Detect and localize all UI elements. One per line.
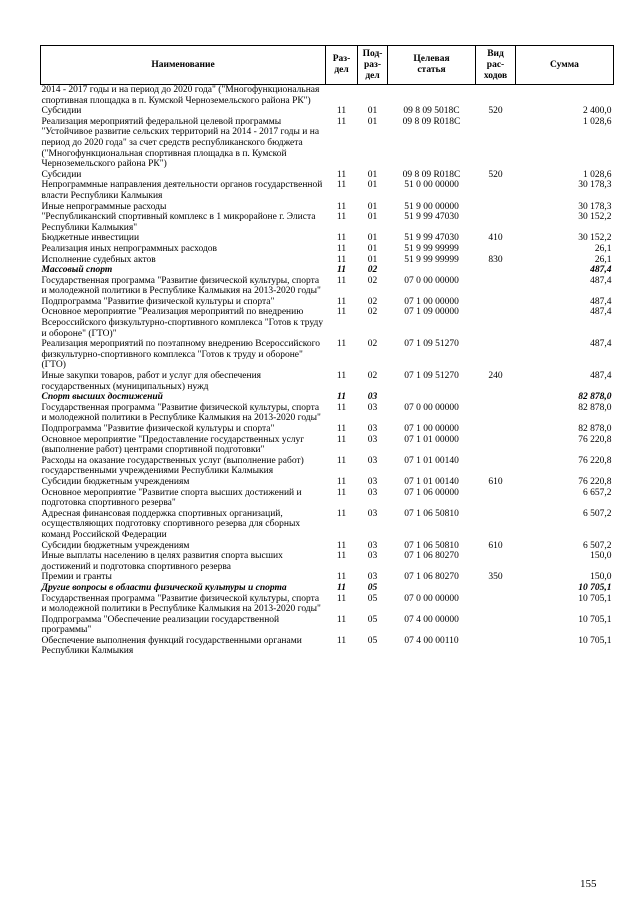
cell-podrazdel: 01: [367, 212, 378, 223]
cell-podrazdel: 02: [367, 339, 378, 350]
cell-razdel: 11: [336, 476, 347, 487]
cell-podrazdel: 01: [367, 180, 378, 191]
table-row: [41, 212, 614, 233]
cell-vid-rashodov: [476, 180, 516, 201]
cell-podrazdel: 02: [367, 307, 378, 318]
cell-celevaya-statya: 07 1 01 00140: [404, 476, 459, 487]
table-row: [41, 202, 614, 213]
cell-name: Спорт высших достижений: [41, 392, 163, 403]
cell-podrazdel: [358, 85, 388, 107]
header-podrazdel: Под- раз- дел: [358, 46, 388, 85]
cell-podrazdel: 05: [367, 635, 378, 646]
cell-name: Массовый спорт: [41, 265, 113, 276]
cell-vid-rashodov: [476, 307, 516, 339]
cell-vid-rashodov: [476, 488, 516, 509]
cell-name: Подпрограмма "Развитие физической культуры и спорта": [41, 296, 275, 307]
table-row: [41, 477, 614, 488]
cell-vid-rashodov: [476, 594, 516, 615]
table-row: [41, 509, 614, 541]
cell-celevaya-statya: 09 8 09 R018C: [402, 169, 461, 180]
budget-table-page: [40, 45, 613, 657]
cell-summa: 10 705,1: [578, 635, 612, 646]
cell-vid-rashodov: 830: [488, 254, 503, 265]
header-vid-rashodov: Вид рас- ходов: [476, 46, 516, 85]
header-name: Наименование: [41, 46, 326, 85]
cell-vid-rashodov: 610: [488, 540, 503, 551]
cell-vid-rashodov: [476, 85, 516, 107]
cell-celevaya-statya: 07 0 00 00000: [404, 593, 459, 604]
cell-summa: 487,4: [590, 307, 612, 318]
cell-celevaya-statya: 51 9 00 00000: [404, 201, 459, 212]
cell-celevaya-statya: 07 1 00 00000: [404, 424, 459, 434]
cell-summa: 30 178,3: [578, 180, 612, 191]
cell-vid-rashodov: [476, 339, 516, 371]
cell-podrazdel: 03: [367, 402, 378, 413]
cell-podrazdel: 03: [367, 508, 378, 519]
cell-name: "Республиканский спортивный комплекс в 1 микрорайоне г. Элиста Республики Калмыкия": [41, 212, 316, 233]
cell-name: 2014 - 2017 годы и на период до 2020 года" ("Многофункциональная спортивная площадка в п. Кумской Черноземельского района РК"): [41, 85, 326, 107]
cell-podrazdel: 03: [367, 572, 378, 583]
table-row: [41, 594, 614, 615]
cell-celevaya-statya: 07 1 09 51270: [404, 339, 459, 350]
cell-name: Субсидии бюджетным учреждениям: [41, 476, 190, 487]
cell-celevaya-statya: 51 9 99 47030: [404, 233, 459, 244]
cell-razdel: 11: [336, 106, 347, 117]
cell-vid-rashodov: [476, 424, 516, 435]
cell-podrazdel: 01: [367, 254, 378, 265]
cell-podrazdel: 03: [367, 540, 378, 551]
cell-razdel: 11: [336, 243, 347, 254]
cell-razdel: 11: [336, 371, 347, 382]
table-row: [41, 170, 614, 181]
cell-celevaya-statya: 07 0 00 00000: [404, 275, 459, 286]
cell-summa: 487,4: [590, 265, 612, 276]
cell-name: Премии и гранты: [41, 572, 112, 583]
cell-vid-rashodov: [476, 583, 516, 594]
cell-name: Подпрограмма "Развитие физической культуры и спорта": [41, 424, 275, 434]
cell-vid-rashodov: 520: [488, 169, 503, 180]
cell-summa: 82 878,0: [578, 392, 612, 403]
cell-vid-rashodov: 520: [488, 106, 503, 117]
cell-celevaya-statya: 51 9 99 47030: [404, 212, 459, 223]
cell-vid-rashodov: [476, 509, 516, 541]
cell-summa: 487,4: [590, 339, 612, 350]
cell-celevaya-statya: 07 0 00 00000: [404, 402, 459, 413]
cell-summa: 487,4: [590, 371, 612, 382]
page-number: 155: [580, 878, 597, 890]
section-row: [41, 265, 614, 276]
table-row: [41, 456, 614, 477]
cell-vid-rashodov: [476, 636, 516, 657]
cell-razdel: 11: [336, 551, 347, 562]
cell-summa: 487,4: [590, 296, 612, 307]
cell-celevaya-statya: 07 1 01 00140: [404, 455, 459, 466]
cell-razdel: 11: [336, 434, 347, 445]
cell-summa: 150,0: [590, 572, 612, 583]
cell-podrazdel: 01: [367, 106, 378, 117]
cell-razdel: 11: [337, 392, 346, 403]
cell-summa: 6 657,2: [583, 487, 612, 498]
cell-razdel: 11: [336, 540, 347, 551]
cell-vid-rashodov: [476, 202, 516, 213]
cell-celevaya-statya: 07 4 00 00000: [404, 614, 459, 625]
cell-razdel: 11: [336, 180, 347, 191]
cell-podrazdel: 01: [367, 243, 378, 254]
cell-podrazdel: 01: [367, 201, 378, 212]
cell-summa: 26,1: [594, 254, 612, 265]
cell-name: Основное мероприятие "Предоставление государственных услуг (выполнение работ) центрами спортивной подготовки": [41, 434, 305, 456]
cell-summa: 1 028,6: [583, 116, 612, 127]
cell-podrazdel: 05: [367, 593, 378, 604]
table-row: [41, 371, 614, 392]
cell-podrazdel: 05: [367, 614, 378, 625]
cell-name: Реализация мероприятий федеральной целевой программы "Устойчивое развитие сельских территорий на 2014 - 2017 годы и на период до 2020 года" за счет средств республиканского бюджета ("Многофункциональная спортивная площадка в п. Кумской Черноземельского района РК"): [41, 116, 320, 170]
cell-summa: 76 220,8: [578, 434, 612, 445]
cell-celevaya-statya: 07 1 00 00000: [404, 296, 459, 307]
cell-podrazdel: 02: [367, 371, 378, 382]
table-row: [41, 233, 614, 244]
cell-razdel: 11: [336, 508, 347, 519]
cell-podrazdel: 02: [367, 296, 378, 307]
cell-vid-rashodov: 610: [488, 476, 503, 487]
header-summa: Сумма: [516, 46, 614, 85]
cell-celevaya-statya: 51 9 99 99999: [404, 254, 459, 265]
cell-vid-rashodov: [476, 212, 516, 233]
cell-celevaya-statya: 07 1 09 00000: [404, 307, 459, 318]
section-row: [41, 392, 614, 403]
table-row: [41, 307, 614, 339]
cell-celevaya-statya: 07 1 06 50810: [404, 508, 459, 519]
cell-name: Субсидии: [41, 169, 82, 180]
cell-razdel: 11: [336, 593, 347, 604]
table-row: [41, 551, 614, 572]
cell-vid-rashodov: [476, 403, 516, 424]
cell-summa: 2 400,0: [583, 106, 612, 117]
cell-name: Государственная программа "Развитие физической культуры, спорта и молодежной политики в Республике Калмыкия на 2013-2020 годы": [41, 275, 321, 297]
cell-summa: 10 705,1: [578, 614, 612, 625]
cell-razdel: 11: [336, 212, 347, 223]
cell-podrazdel: 03: [367, 487, 378, 498]
cell-summa: 6 507,2: [583, 540, 612, 551]
cell-vid-rashodov: [476, 435, 516, 456]
cell-razdel: 11: [336, 614, 347, 625]
table-body: [41, 85, 614, 658]
table-row: [41, 636, 614, 657]
cell-celevaya-statya: 07 4 00 00110: [404, 635, 459, 646]
cell-name: Государственная программа "Развитие физической культуры, спорта и молодежной политики в Республике Калмыкия на 2013-2020 годы": [41, 402, 321, 424]
section-row: [41, 583, 614, 594]
table-row: [41, 180, 614, 201]
table-row: [41, 424, 614, 435]
cell-summa: 76 220,8: [578, 476, 612, 487]
cell-vid-rashodov: [476, 392, 516, 403]
cell-summa: 26,1: [594, 243, 612, 254]
cell-summa: 30 178,3: [578, 201, 612, 212]
cell-podrazdel: 03: [367, 392, 378, 403]
cell-summa: 30 152,2: [578, 233, 612, 244]
cell-summa: 10 705,1: [578, 593, 612, 604]
cell-vid-rashodov: [476, 117, 516, 170]
cell-razdel: 11: [336, 307, 347, 318]
table-row: [41, 403, 614, 424]
table-row: [41, 615, 614, 636]
table-row: [41, 85, 614, 107]
cell-name: Адресная финансовая поддержка спортивных организаций, осуществляющих подготовку спортивного резерва для сборных команд Российской Федерации: [41, 508, 301, 540]
cell-celevaya-statya: 07 1 06 80270: [404, 551, 459, 562]
cell-podrazdel: 03: [367, 455, 378, 466]
cell-name: Иные непрограммные расходы: [41, 201, 167, 212]
cell-podrazdel: 05: [367, 582, 378, 593]
table-row: [41, 572, 614, 583]
cell-vid-rashodov: 410: [488, 233, 503, 244]
table-header: [41, 46, 614, 85]
cell-celevaya-statya: 07 1 06 00000: [404, 487, 459, 498]
cell-name: Иные выплаты населению в целях развития спорта высших достижений и подготовка спортивного резерва: [41, 551, 283, 572]
cell-razdel: 11: [336, 455, 347, 466]
cell-razdel: 11: [337, 582, 346, 593]
cell-razdel: 11: [336, 116, 347, 127]
cell-vid-rashodov: [476, 265, 516, 276]
cell-summa: 30 152,2: [578, 212, 612, 223]
table-row: [41, 488, 614, 509]
table-row: [41, 297, 614, 308]
header-razdel: Раз- дел: [326, 46, 358, 85]
cell-name: Обеспечение выполнения функций государственными органами Республики Калмыкия: [41, 635, 302, 657]
cell-razdel: 11: [336, 635, 347, 646]
cell-razdel: 11: [336, 487, 347, 498]
cell-name: Реализация иных непрограммных расходов: [41, 243, 218, 254]
cell-name: Другие вопросы в области физической культуры и спорта: [41, 582, 287, 593]
cell-name: Исполнение судебных актов: [41, 254, 156, 265]
cell-vid-rashodov: [476, 615, 516, 636]
cell-celevaya-statya: 09 8 09 5018C: [403, 106, 460, 117]
cell-podrazdel: 03: [367, 551, 378, 562]
cell-summa: 1 028,6: [583, 169, 612, 180]
cell-celevaya-statya: [388, 265, 476, 276]
cell-summa: 487,4: [590, 275, 612, 286]
table-row: [41, 541, 614, 552]
cell-razdel: 11: [336, 201, 347, 212]
cell-name: Бюджетные инвестиции: [41, 233, 140, 244]
cell-name: Основное мероприятие "Реализация мероприятий по внедрению Всероссийского физкультурно-спортивного комплекса "Готов к труду и обороне" (ГТО)": [41, 307, 324, 339]
cell-celevaya-statya: 51 9 99 99999: [404, 243, 459, 254]
cell-name: Государственная программа "Развитие физической культуры, спорта и молодежной политики в Республике Калмыкия на 2013-2020 годы": [41, 593, 321, 615]
cell-podrazdel: 01: [367, 169, 378, 180]
table-row: [41, 117, 614, 170]
cell-celevaya-statya: 07 1 06 80270: [404, 572, 459, 583]
cell-podrazdel: 03: [367, 424, 378, 434]
table-row: [41, 255, 614, 266]
cell-celevaya-statya: [388, 392, 476, 403]
cell-razdel: 11: [336, 169, 347, 180]
table-row: [41, 106, 614, 117]
cell-name: Основное мероприятие "Развитие спорта высших достижений и подготовка спортивного резерва": [41, 487, 302, 509]
cell-celevaya-statya: 51 0 00 00000: [404, 180, 459, 191]
cell-name: Иные закупки товаров, работ и услуг для обеспечения государственных (муниципальных) нужд: [41, 371, 262, 392]
cell-name: Непрограммные направления деятельности органов государственной власти Республики Калмыкия: [41, 180, 323, 201]
cell-razdel: 11: [336, 275, 347, 286]
cell-vid-rashodov: 240: [488, 371, 503, 382]
cell-name: Субсидии: [41, 106, 82, 117]
budget-table: [40, 45, 614, 657]
cell-razdel: 11: [336, 402, 347, 413]
cell-summa: 82 878,0: [578, 402, 612, 413]
cell-podrazdel: 02: [367, 275, 378, 286]
cell-razdel: 11: [336, 424, 347, 434]
cell-podrazdel: 02: [367, 265, 378, 276]
table-row: [41, 276, 614, 297]
cell-razdel: [326, 85, 358, 107]
table-row: [41, 435, 614, 456]
cell-celevaya-statya: 09 8 09 R018C: [402, 116, 461, 127]
cell-podrazdel: 03: [367, 476, 378, 487]
cell-name: Расходы на оказание государственных услуг (выполнение работ) государственными учреждениями Республики Калмыкия: [41, 455, 304, 477]
cell-celevaya-statya: [388, 85, 476, 107]
cell-vid-rashodov: [476, 244, 516, 255]
cell-summa: 6 507,2: [583, 508, 612, 519]
cell-summa: 82 878,0: [578, 424, 612, 434]
cell-vid-rashodov: [476, 297, 516, 308]
cell-celevaya-statya: 07 1 06 50810: [404, 540, 459, 551]
cell-razdel: 11: [337, 265, 346, 276]
cell-name: Реализация мероприятий по поэтапному внедрению Всероссийского физкультурно-спортивного комплекса "Готов к труду и обороне" (ГТО): [41, 339, 321, 371]
cell-razdel: 11: [336, 254, 347, 265]
table-row: [41, 244, 614, 255]
cell-vid-rashodov: [476, 276, 516, 297]
header-celevaya-statya: Целевая статья: [388, 46, 476, 85]
cell-razdel: 11: [336, 339, 347, 350]
cell-podrazdel: 03: [367, 434, 378, 445]
cell-name: Субсидии бюджетным учреждениям: [41, 540, 190, 551]
cell-summa: 150,0: [590, 551, 612, 562]
table-row: [41, 339, 614, 371]
cell-summa: 76 220,8: [578, 455, 612, 466]
cell-podrazdel: 01: [367, 233, 378, 244]
cell-summa: 10 705,1: [578, 582, 612, 593]
cell-name: Подпрограмма "Обеспечение реализации государственной программы": [41, 614, 280, 636]
cell-celevaya-statya: [388, 583, 476, 594]
cell-podrazdel: 01: [367, 116, 378, 127]
cell-vid-rashodov: [476, 551, 516, 572]
cell-razdel: 11: [336, 572, 347, 583]
cell-razdel: 11: [336, 233, 347, 244]
cell-celevaya-statya: 07 1 01 00000: [404, 434, 459, 445]
cell-summa: [516, 85, 614, 107]
cell-celevaya-statya: 07 1 09 51270: [404, 371, 459, 382]
cell-vid-rashodov: 350: [488, 572, 503, 583]
cell-razdel: 11: [336, 296, 347, 307]
cell-vid-rashodov: [476, 456, 516, 477]
